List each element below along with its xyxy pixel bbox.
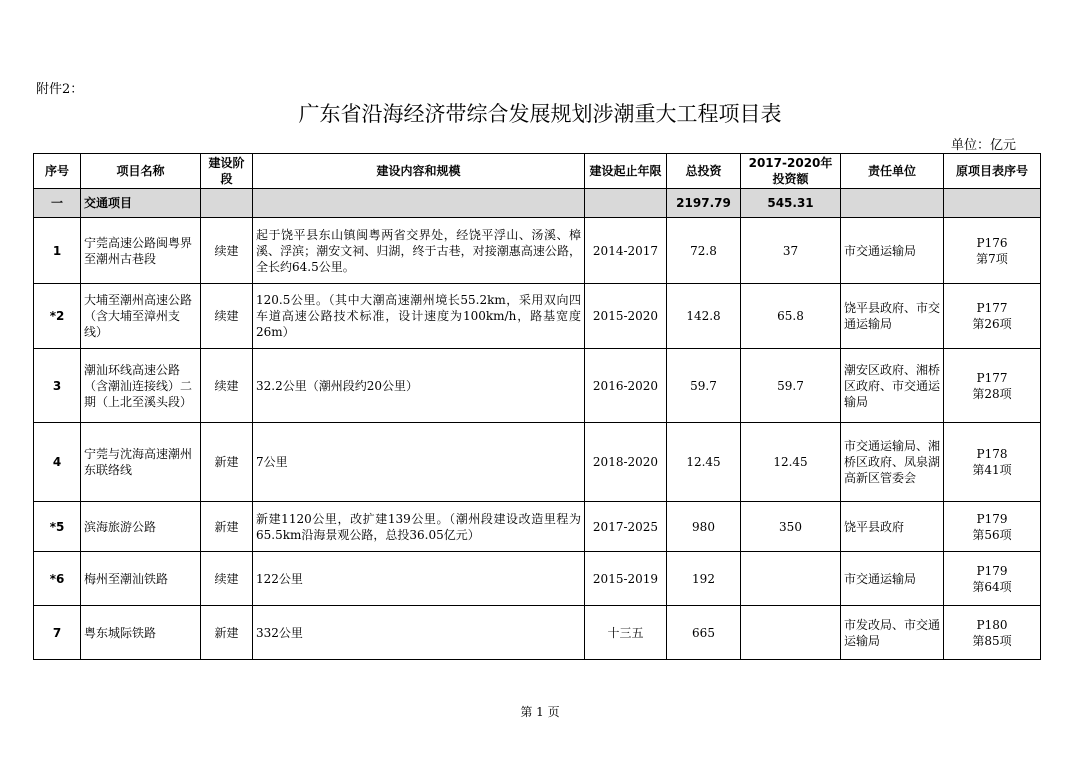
ref-item: 第28项 bbox=[972, 386, 1012, 401]
row-name: 宁莞高速公路闽粤界至潮州古巷段 bbox=[81, 218, 201, 284]
row-seq: *5 bbox=[34, 502, 81, 552]
row-period: 2016-2020 bbox=[585, 349, 667, 423]
section-name: 交通项目 bbox=[81, 189, 201, 218]
row-stage: 新建 bbox=[201, 606, 253, 660]
ref-page: P178 bbox=[976, 447, 1008, 461]
row-total: 59.7 bbox=[667, 349, 741, 423]
row-original-ref bbox=[944, 502, 1041, 552]
row-stage: 续建 bbox=[201, 349, 253, 423]
row-original-ref bbox=[944, 552, 1041, 606]
attachment-label: 附件2： bbox=[36, 82, 84, 97]
page-number: 第 1 页 bbox=[520, 705, 560, 719]
row-invest: 350 bbox=[741, 502, 841, 552]
row-content: 7公里 bbox=[253, 423, 585, 502]
row-total: 980 bbox=[667, 502, 741, 552]
row-content: 起于饶平县东山镇闽粤两省交界处，经饶平浮山、汤溪、樟溪、浮滨；潮安文祠、归湖，终于古巷，对接潮惠高速公路，全长约64.5公里。 bbox=[253, 218, 585, 284]
row-stage: 续建 bbox=[201, 284, 253, 349]
row-seq: 3 bbox=[34, 349, 81, 423]
section-empty-stage bbox=[201, 189, 253, 218]
row-total: 12.45 bbox=[667, 423, 741, 502]
ref-page: P176 bbox=[976, 235, 1008, 250]
row-responsible-unit: 市发改局、市交通运输局 bbox=[841, 606, 944, 660]
row-invest: 59.7 bbox=[741, 349, 841, 423]
row-original-ref bbox=[944, 349, 1041, 423]
row-responsible-unit: 市交通运输局、湘桥区政府、凤泉湖高新区管委会 bbox=[841, 423, 944, 502]
header-seq: 序号 bbox=[34, 154, 81, 189]
row-responsible-unit: 市交通运输局 bbox=[841, 552, 944, 606]
ref-page: P180 bbox=[976, 617, 1008, 632]
row-total: 142.8 bbox=[667, 284, 741, 349]
row-seq: 4 bbox=[34, 423, 81, 502]
row-seq: *2 bbox=[34, 284, 81, 349]
row-name: 粤东城际铁路 bbox=[81, 606, 201, 660]
row-total: 72.8 bbox=[667, 218, 741, 284]
header-total: 总投资 bbox=[667, 154, 741, 189]
row-total: 665 bbox=[667, 606, 741, 660]
row-content: 120.5公里。（其中大潮高速潮州境长55.2km，采用双向四车道高速公路技术标准，设计速度为100km/h，路基宽度26m） bbox=[253, 284, 585, 349]
section-empty-period bbox=[585, 189, 667, 218]
header-name: 项目名称 bbox=[81, 154, 201, 189]
row-period: 十三五 bbox=[585, 606, 667, 660]
row-responsible-unit: 市交通运输局 bbox=[841, 218, 944, 284]
header-responsible-unit: 责任单位 bbox=[841, 154, 944, 189]
row-stage: 续建 bbox=[201, 218, 253, 284]
row-responsible-unit: 饶平县政府、市交通运输局 bbox=[841, 284, 944, 349]
row-seq: 7 bbox=[34, 606, 81, 660]
row-invest bbox=[741, 552, 841, 606]
section-seq: 一 bbox=[34, 189, 81, 218]
row-invest: 12.45 bbox=[741, 423, 841, 502]
row-seq: *6 bbox=[34, 552, 81, 606]
row-name: 大埔至潮州高速公路（含大埔至漳州支线） bbox=[81, 284, 201, 349]
row-invest bbox=[741, 606, 841, 660]
table-header-row bbox=[34, 154, 1041, 189]
row-invest: 65.8 bbox=[741, 284, 841, 349]
section-empty-ref bbox=[944, 189, 1041, 218]
row-original-ref bbox=[944, 284, 1041, 349]
header-period: 建设起止年限 bbox=[585, 154, 667, 189]
section-invest: 545.31 bbox=[741, 189, 841, 218]
row-stage: 新建 bbox=[201, 423, 253, 502]
row-original-ref bbox=[944, 423, 1041, 502]
row-invest: 37 bbox=[741, 218, 841, 284]
row-period: 2015-2020 bbox=[585, 284, 667, 349]
section-empty-resp bbox=[841, 189, 944, 218]
row-content: 332公里 bbox=[253, 606, 585, 660]
ref-item: 第64项 bbox=[972, 579, 1012, 594]
row-content: 122公里 bbox=[253, 552, 585, 606]
section-row-transport bbox=[34, 189, 1041, 218]
row-name: 潮汕环线高速公路（含潮汕连接线）二期（上北至溪头段） bbox=[81, 349, 201, 423]
ref-page: P177 bbox=[976, 301, 1008, 315]
ref-item: 第7项 bbox=[976, 251, 1008, 266]
ref-item: 第26项 bbox=[972, 317, 1012, 331]
header-original-ref: 原项目表序号 bbox=[944, 154, 1041, 189]
table-row bbox=[34, 423, 1041, 502]
row-original-ref bbox=[944, 606, 1041, 660]
page-title: 广东省沿海经济带综合发展规划涉潮重大工程项目表 bbox=[298, 102, 782, 126]
row-name: 滨海旅游公路 bbox=[81, 502, 201, 552]
projects-table bbox=[33, 153, 1041, 660]
row-seq: 1 bbox=[34, 218, 81, 284]
ref-page: P179 bbox=[976, 563, 1008, 578]
unit-label: 单位：亿元 bbox=[950, 138, 1016, 153]
ref-item: 第85项 bbox=[972, 633, 1012, 648]
row-period: 2014-2017 bbox=[585, 218, 667, 284]
row-responsible-unit: 潮安区政府、湘桥区政府、市交通运输局 bbox=[841, 349, 944, 423]
row-original-ref bbox=[944, 218, 1041, 284]
header-invest-2017-2020: 2017-2020年投资额 bbox=[741, 154, 841, 189]
ref-page: P177 bbox=[976, 370, 1008, 385]
row-name: 宁莞与沈海高速潮州东联络线 bbox=[81, 423, 201, 502]
row-content: 新建1120公里，改扩建139公里。（潮州段建设改造里程为65.5km沿海景观公路，总投36.05亿元） bbox=[253, 502, 585, 552]
row-content: 32.2公里（潮州段约20公里） bbox=[253, 349, 585, 423]
table-row bbox=[34, 284, 1041, 349]
ref-item: 第41项 bbox=[972, 463, 1012, 477]
header-content: 建设内容和规模 bbox=[253, 154, 585, 189]
row-period: 2015-2019 bbox=[585, 552, 667, 606]
section-empty-content bbox=[253, 189, 585, 218]
ref-page: P179 bbox=[976, 511, 1008, 526]
table-row bbox=[34, 606, 1041, 660]
table-row bbox=[34, 502, 1041, 552]
ref-item: 第56项 bbox=[972, 527, 1012, 542]
row-period: 2018-2020 bbox=[585, 423, 667, 502]
row-name: 梅州至潮汕铁路 bbox=[81, 552, 201, 606]
row-total: 192 bbox=[667, 552, 741, 606]
section-total: 2197.79 bbox=[667, 189, 741, 218]
table-row bbox=[34, 552, 1041, 606]
table-row bbox=[34, 349, 1041, 423]
row-stage: 续建 bbox=[201, 552, 253, 606]
table-row bbox=[34, 218, 1041, 284]
row-responsible-unit: 饶平县政府 bbox=[841, 502, 944, 552]
row-stage: 新建 bbox=[201, 502, 253, 552]
header-stage: 建设阶段 bbox=[201, 154, 253, 189]
row-period: 2017-2025 bbox=[585, 502, 667, 552]
